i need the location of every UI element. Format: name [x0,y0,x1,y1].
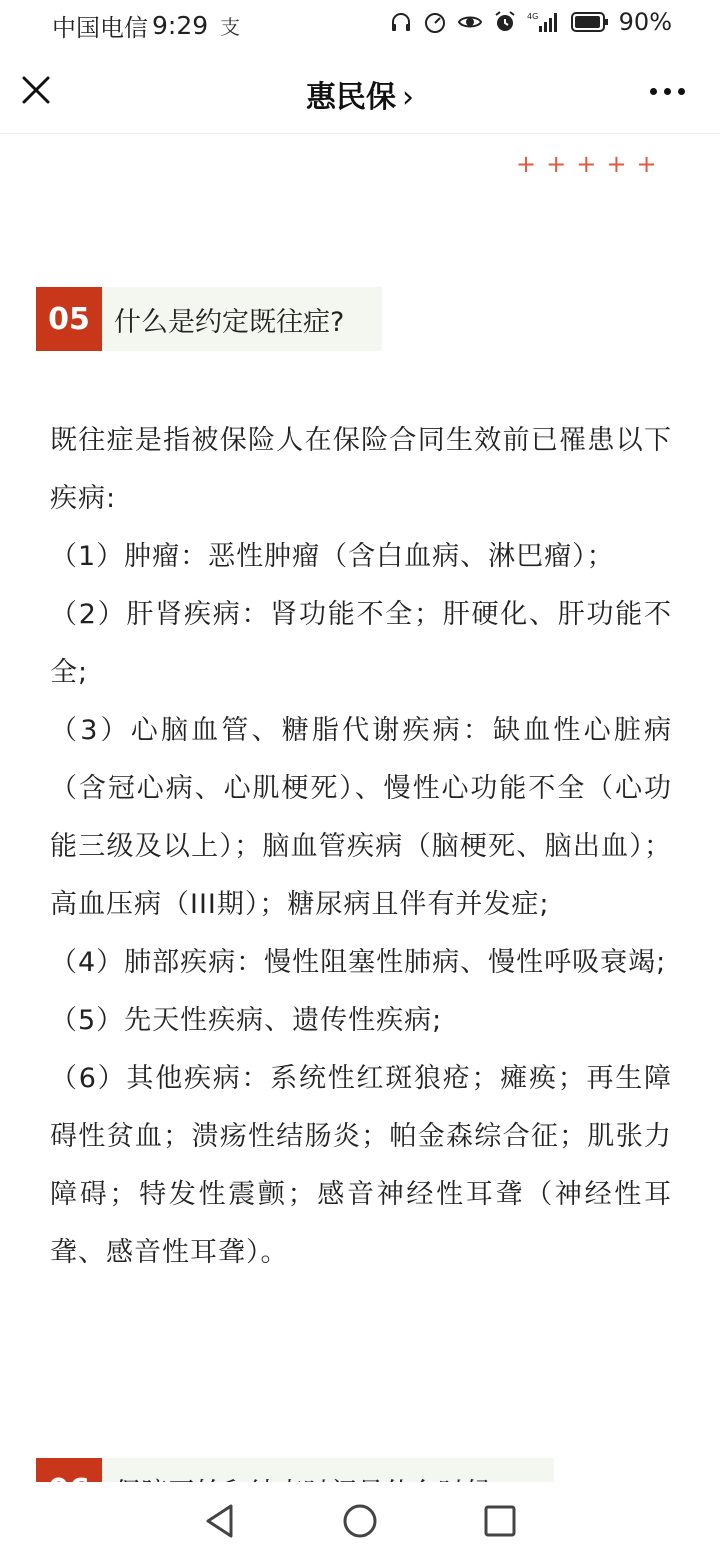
more-options-button[interactable] [650,82,690,100]
system-nav-bar [0,1482,720,1560]
eye-icon [457,10,483,34]
back-button[interactable] [200,1501,240,1541]
carrier-name: 中国电信 [52,14,148,42]
signal-icon [527,10,561,34]
home-button[interactable] [340,1501,380,1541]
section-number: 05 [36,287,102,351]
back-triangle-icon [203,1503,237,1539]
speedometer-icon [423,10,447,34]
network-type: 4G [526,12,538,21]
paragraph: （5）先天性疾病、遗传性疾病; [50,1005,443,1036]
nav-bar [0,50,720,134]
page-title[interactable] [0,72,720,116]
chevron-right-icon: › [402,80,414,115]
decorative-pluses: +++++ [516,150,667,178]
battery-percent: 90% [618,8,672,36]
paragraph: （2）肝肾疾病：肾功能不全；肝硬化、肝功能不全; [50,599,672,688]
paragraph: （3）心脑血管、糖脂代谢疾病：缺血性心脏病（含冠心病、心肌梗死）、慢性心功能不全（心功能三级及以上）；脑血管疾病（脑梗死、脑出血）；高血压病（III期）；糖尿病且伴有并发症; [50,715,672,920]
headphones-icon [389,10,413,34]
recents-button[interactable] [480,1501,520,1541]
home-circle-icon [342,1503,378,1539]
article-body [50,412,672,1282]
alipay-icon: 支 [220,15,241,39]
paragraph: （1）肿瘤：恶性肿瘤（含白血病、淋巴瘤）； [50,541,615,572]
status-right [389,8,672,36]
page-title-text: 惠民保 [306,80,396,115]
more-dot [678,88,685,95]
paragraph: （4）肺部疾病：慢性阻塞性肺病、慢性呼吸衰竭; [50,947,667,978]
alarm-icon [493,10,517,34]
status-left [52,8,240,43]
clock: 9:29 [152,11,209,40]
battery-icon [571,11,609,33]
paragraph: 既往症是指被保险人在保险合同生效前已罹患以下疾病: [50,425,672,514]
status-bar [0,0,720,50]
section-question: 什么是约定既往症? [114,306,345,338]
paragraph: （6）其他疾病：系统性红斑狼疮；瘫痪；再生障碍性贫血；溃疡性结肠炎；帕金森综合征；肌张力障碍；特发性震颤；感音神经性耳聋（神经性耳聋、感音性耳聋）。 [50,1063,672,1268]
more-dot [664,88,671,95]
section-header-05 [36,287,382,351]
more-dot [650,88,657,95]
recents-square-icon [483,1504,517,1538]
